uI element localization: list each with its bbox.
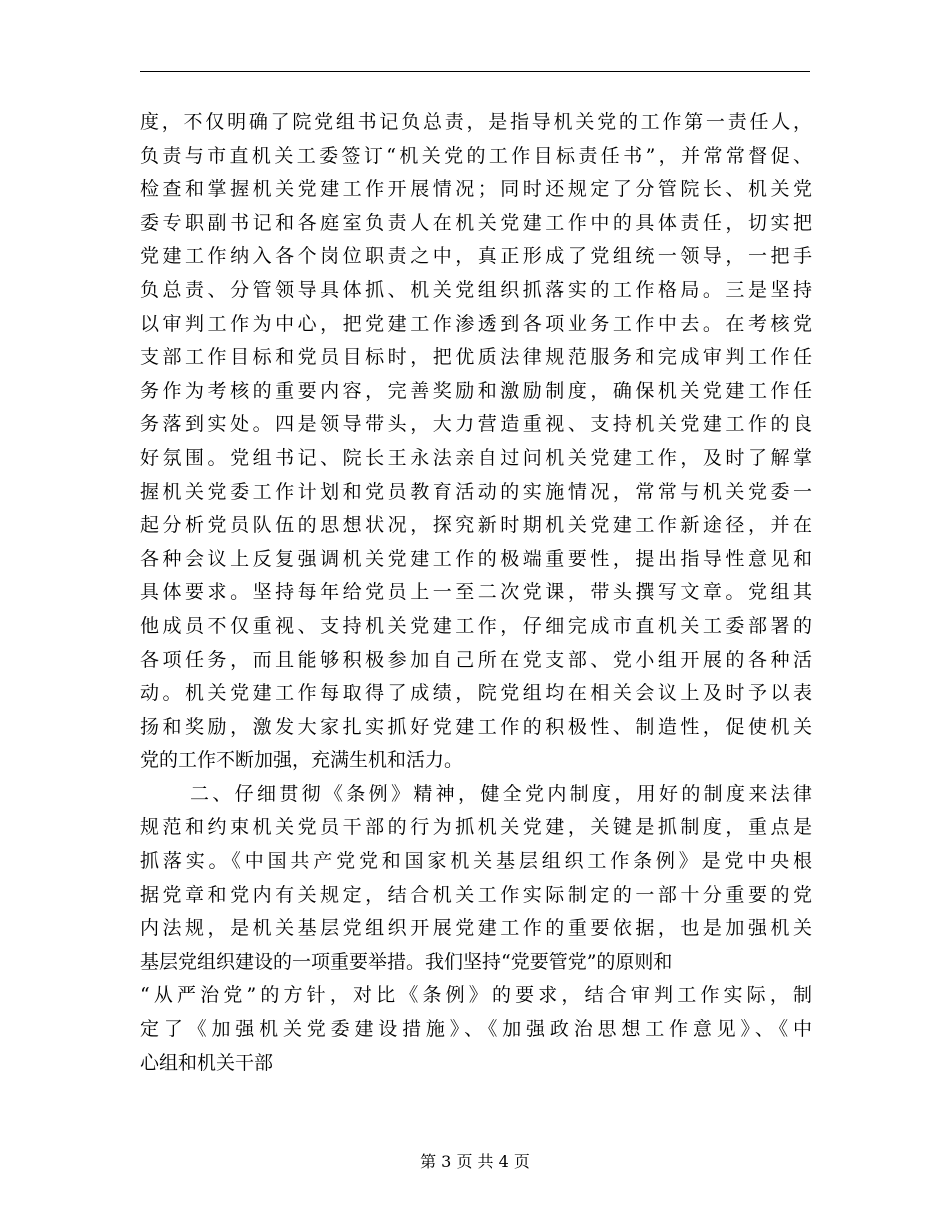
text-line: 抓落实。《中国共产党党和国家机关基层组织工作条例》是党中央根 [140,850,812,873]
text-line: 各种会议上反复强调机关党建工作的极端重要性，提出指导性意见和 [140,547,812,570]
text-line: 具体要求。坚持每年给党员上一至二次党课，带头撰写文章。党组其 [140,581,812,604]
paragraph-1 [140,106,812,778]
text-line: 检查和掌握机关党建工作开展情况；同时还规定了分管院长、机关党 [140,178,812,201]
text-line: 动。机关党建工作每取得了成绩，院党组均在相关会议上及时予以表 [140,682,812,705]
text-line: 负责与市直机关工委签订“机关党的工作目标责任书”，并常常督促、 [140,144,812,167]
text-line: 负总责、分管领导具体抓、机关党组织抓落实的工作格局。三是坚持 [140,278,812,301]
text-line: 内法规，是机关基层党组织开展党建工作的重要依据，也是加强机关 [140,917,812,940]
text-line: 基层党组织建设的一项重要举措。我们坚持“党要管党”的原则和 [140,950,673,973]
text-line: 握机关党委工作计划和党员教育活动的实施情况，常常与机关党委一 [140,480,812,503]
text-line: 党建工作纳入各个岗位职责之中，真正形成了党组统一领导，一把手 [140,245,812,268]
header-rule [140,71,810,72]
text-line: 以审判工作为中心，把党建工作渗透到各项业务工作中去。在考核党 [140,312,812,335]
text-line: 务落到实处。四是领导带头，大力营造重视、支持机关党建工作的良 [140,413,812,436]
body-text [140,106,812,1080]
text-line: 二、仔细贯彻《条例》精神，健全党内制度，用好的制度来法律 [190,782,812,805]
text-line: 起分析党员队伍的思想状况，探究新时期机关党建工作新途径，并在 [140,514,812,537]
text-line: 扬和奖励，激发大家扎实抓好党建工作的积极性、制造性，促使机关 [140,715,812,738]
text-line: 支部工作目标和党员目标时，把优质法律规范服务和完成审判工作任 [140,346,812,369]
paragraph-2 [140,778,812,1080]
text-line: 规范和约束机关党员干部的行为抓机关党建，关键是抓制度，重点是 [140,816,812,839]
text-line: 他成员不仅重视、支持机关党建工作，仔细完成市直机关工委部署的 [140,614,812,637]
text-line: 心组和机关干部 [140,1051,274,1074]
text-line: 务作为考核的重要内容，完善奖励和激励制度，确保机关党建工作任 [140,379,812,402]
text-line: 党的工作不断加强，充满生机和活力。 [140,749,464,772]
text-line: 各项任务，而且能够积极参加自己所在党支部、党小组开展的各种活 [140,648,812,671]
text-line: 度，不仅明确了院党组书记负总责，是指导机关党的工作第一责任人， [140,111,812,133]
page-number-footer: 第 3 页 共 4 页 [420,1152,530,1171]
text-line: 好氛围。党组书记、院长王永法亲自过问机关党建工作，及时了解掌 [140,446,812,469]
text-line: 委专职副书记和各庭室负责人在机关党建工作中的具体责任，切实把 [140,211,812,234]
text-line: 据党章和党内有关规定，结合机关工作实际制定的一部十分重要的党 [140,883,812,906]
text-line: 定了《加强机关党委建设措施》、《加强政治思想工作意见》、《中 [140,1018,812,1041]
text-line: “从严治党”的方针，对比《条例》的要求，结合审判工作实际，制 [140,984,812,1007]
